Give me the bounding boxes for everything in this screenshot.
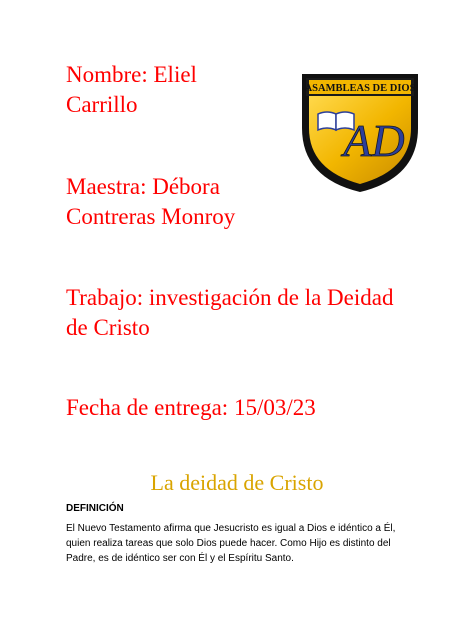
section-heading: DEFINICIÓN (66, 503, 124, 514)
document-title: La deidad de Cristo (150, 470, 324, 495)
asambleas-de-dios-logo (296, 66, 424, 194)
work-title: Trabajo: investigación de la Deidad de Cristo (66, 285, 394, 340)
due-date: Fecha de entrega: 15/03/23 (66, 395, 316, 420)
student-name: Nombre: Eliel Carrillo (66, 62, 197, 117)
teacher-name: Maestra: Débora Contreras Monroy (66, 174, 236, 229)
monogram: AD (343, 115, 405, 166)
banner-text: ASAMBLEAS DE DIOS (304, 83, 416, 94)
logo-emblem (296, 66, 424, 194)
definition-paragraph: El Nuevo Testamento afirma que Jesucristo es igual a Dios e idéntico a Él, quien realiza tareas que solo Dios puede hacer. Como Hijo es distinto del Padre, es de idéntico ser con Él y el Espíritu Santo. (66, 523, 396, 564)
